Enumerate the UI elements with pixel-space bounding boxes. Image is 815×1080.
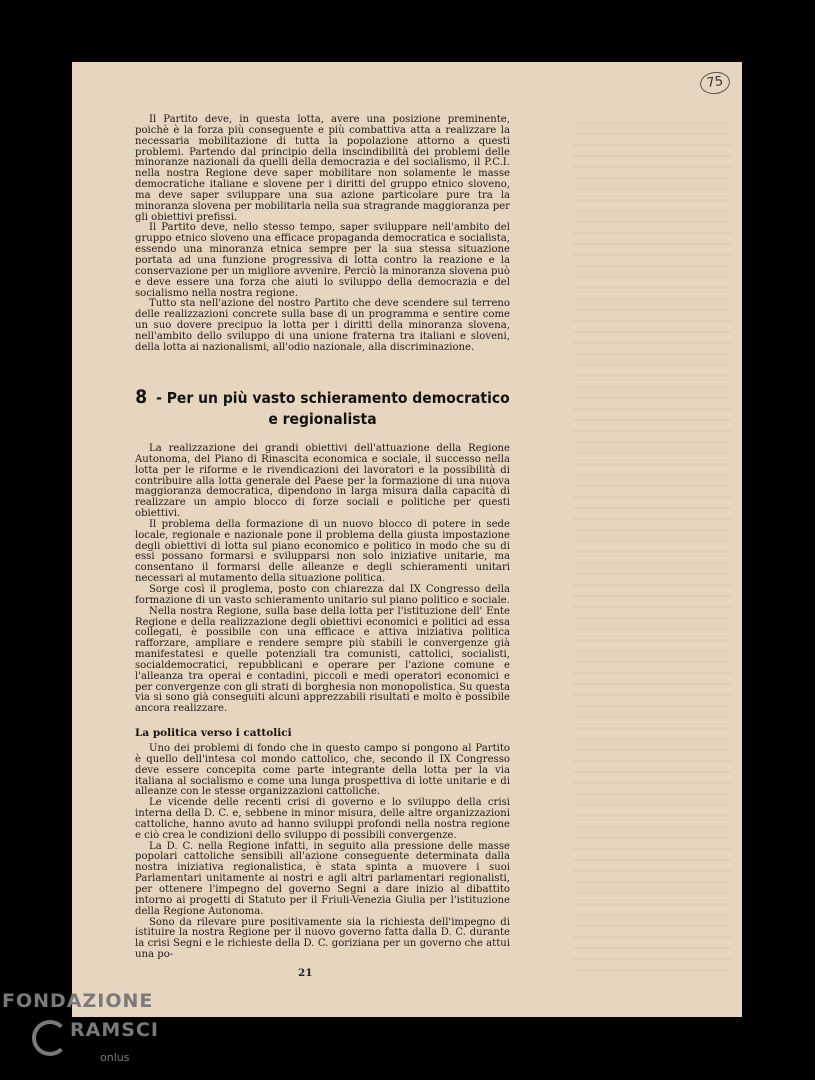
document-page <box>72 62 742 1017</box>
section-paragraph-2: Il problema della formazione di un nuovo blocco di potere in sede locale, regionale e nazionale pone il problema della giusta impostazione degli obiettivi di lotta sul piano economico e politico in modo che su di essi possano formarsi e svilupparsi non solo iniziative unitarie, ma consentano il formarsi delle alleanze e degli schieramenti unitari necessari al mutamento della situazione politica. <box>135 518 510 585</box>
section-text-block <box>135 444 510 715</box>
bleed-through-texture <box>572 122 732 972</box>
section-paragraph-3: Sorge così il proglema, posto con chiarezza dal IX Congresso della formazione di un vasto schieramento unitario sul piano politico e sociale. <box>135 583 510 606</box>
intro-paragraph-1: Il Partito deve, in questa lotta, avere una posizione preminente, poichè è la forza più conseguente e più combattiva atta a realizzare la necessaria mobilitazione di tutta la popolazione attorno a questi problemi. Partendo dal principio della inscindibilità dei problemi delle minoranze nazionali da quelli della democrazia e del socialismo, il P.C.I. nella nostra Regione deve saper mobilitare non solamente le masse democratiche italiane e slovene per i diritti del gruppo etnico sloveno, ma deve saper sviluppare una sua azione particolare pure tra la minoranza slovena per mobilitarla nella sua stragrande maggioranza per gli obiettivi prefissi. <box>135 114 510 223</box>
page-number: 21 <box>298 967 313 979</box>
section-paragraph-1: La realizzazione dei grandi obiettivi dell'attuazione della Regione Autonoma, del Piano di Rinascita economica e sociale, il successo nella lotta per le riforme e le rivendicazioni dei lavoratori e la possibilità di contribuire alla lotta generale del Paese per la formazione di una nuova maggioranza democratica, dipendono in larga misura dalla capacità di realizzare un ampio blocco di forze sociali e politiche per questi obiettivi. <box>135 443 510 520</box>
subsection-text-block <box>135 744 510 961</box>
watermark-line-3: onlus <box>100 1051 130 1064</box>
section-paragraph-4: Nella nostra Regione, sulla base della lotta per l'istituzione dell' Ente Regione e della realizzazione degli obiettivi economici e politici ad essa collegati, è possibile con una efficace e attiva iniziativa politica rafforzare, ampliare e rendere sempre più stabili le convergenze già manifestatesi e quelle potenziali tra comunisti, cattolici, socialisti, socialdemocratici, repubblicani e operare per l'azione comune e l'alleanza tra operai e contadini, piccoli e medi operatori economici e per convergenze con gli strati di borghesia non monopolistica. Su questa via si sono già conseguiti alcuni apprezzabili risultati e molto è possibile ancora realizzare. <box>135 605 510 715</box>
section-heading <box>135 387 510 430</box>
subsection-heading: La politica verso i cattolici <box>135 727 292 739</box>
section-title-text: - Per un più vasto schieramento democratico e regionalista <box>156 389 510 428</box>
intro-text-block <box>135 115 510 354</box>
subsection-paragraph-1: Uno dei problemi di fondo che in questo campo si pongono al Partito è quello dell'intesa col mondo cattolico, che, secondo il IX Congresso deve essere concepita come parte integrante della lotta per la via italiana al socialismo e come una lunga prospettiva di lotte unitarie e di alleanze con le stesse organizzazioni cattoliche. <box>135 743 510 798</box>
intro-paragraph-2: Il Partito deve, nello stesso tempo, saper sviluppare nell'ambito del gruppo etnico sloveno una efficace propaganda democratica e socialista, essendo una minoranza etnica sempre per la sua stessa situazione portata ad una funzione progressiva di lotta contro la reazione e la conservazione per un migliore avvenire. Perciò la minoranza slovena può e deve essere una forza che aiuti lo sviluppo della democrazia e del socialismo nella nostra regione. <box>135 222 511 299</box>
watermark-line-1: FONDAZIONE <box>2 990 154 1012</box>
fondazione-gramsci-watermark <box>2 990 159 1078</box>
handwritten-page-mark: 75 <box>699 70 732 96</box>
subsection-paragraph-3: La D. C. nella Regione infatti, in seguito alla pressione delle masse popolari cattoliche sensibili all'azione conseguente determinata dalla nostra iniziativa regionalistica, è stata spinta a muovere i suoi Parlamentari unitamente ai nostri e agli altri parlamentari regionalisti, per ottenere l'impegno del governo Segni a dare inizio al dibattito intorno ai progetti di Statuto per il Friuli-Venezia Giulia per l'istituzione della Regione Autonoma. <box>135 840 510 917</box>
subsection-paragraph-4: Sono da rilevare pure positivamente sia la richiesta dell'impegno di istituire la nostra Regione per il nuovo governo fatta dalla D. C. durante la crisi Segni e le richieste della D. C. goriziana per un governo che attui una po- <box>135 916 510 961</box>
gramsci-g-logo-icon <box>32 1020 68 1056</box>
intro-paragraph-3: Tutto sta nell'azione del nostro Partito che deve scendere sul terreno delle realizzazioni concrete sulla base di un programma e sentire come un suo dovere precipuo la lotta per i diritti della minoranza slovena, nell'ambito dello sviluppo di una unione fraterna tra italiani e sloveni, della lotta ai nazionalismi, all'odio nazionale, alla discriminazione. <box>135 298 510 353</box>
watermark-line-2: RAMSCI <box>70 1019 159 1041</box>
subsection-paragraph-2: Le vicende delle recenti crisi di governo e lo sviluppo della crisi interna della D. C. e, sebbene in minor misura, delle altre organizzazioni cattoliche, hanno avuto ad hanno sviluppi profondi nella nostra regione e ciò crea le condizioni dello sviluppo di possibili convergenze. <box>135 797 510 841</box>
section-number: 8 <box>135 386 148 408</box>
